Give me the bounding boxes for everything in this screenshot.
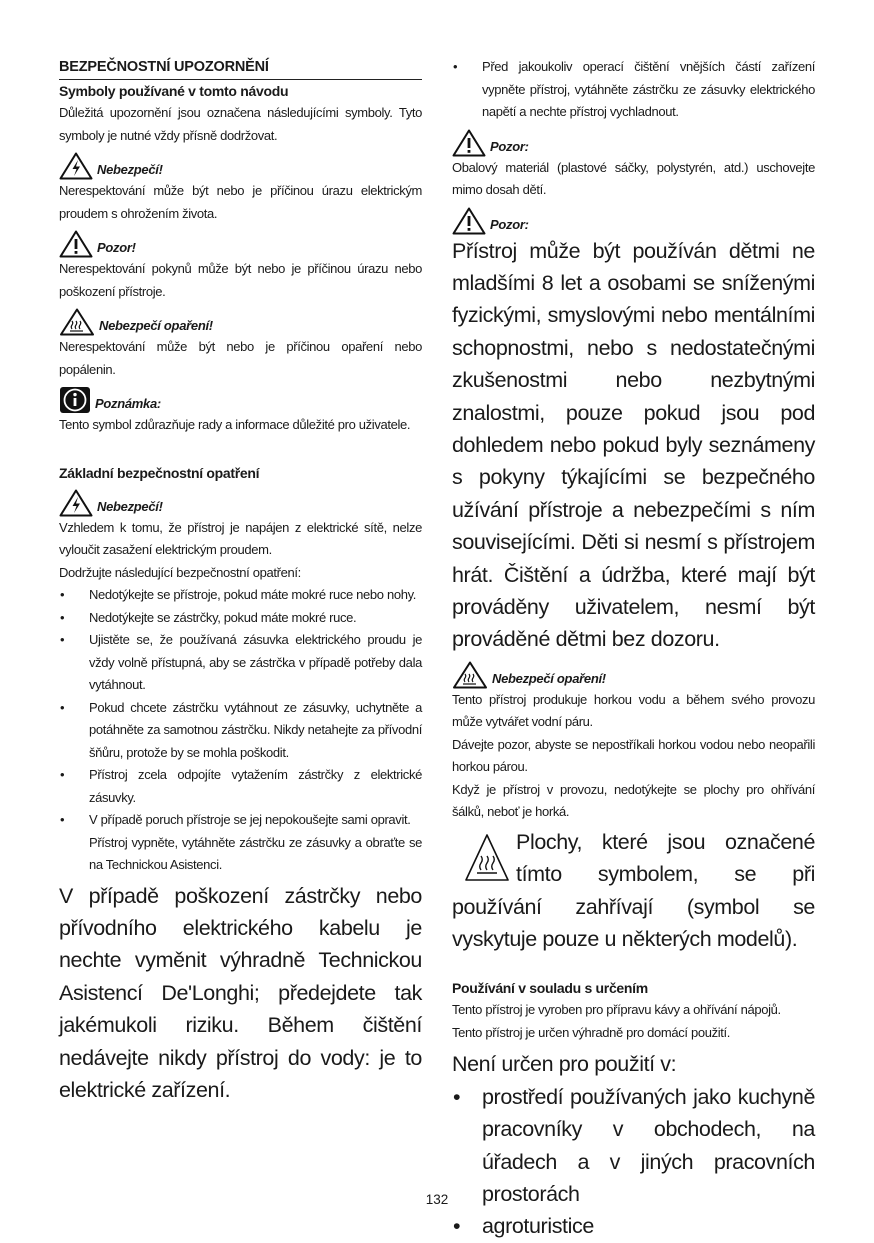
caution2-label: Pozor: <box>490 216 529 232</box>
symbols-intro: Důležitá upozornění jsou označena následujícími symboly. Tyto symboly je nutné vždy přísně dodržovat. <box>59 105 422 143</box>
basic-safety-title: Základní bezpečnostní opatření <box>59 464 260 481</box>
use-p2: Tento přístroj je určen výhradně pro domácí použití. <box>452 1024 731 1040</box>
burn-p2: Dávejte pozor, abyste se nepostříkali horkou vodou nebo neopařili horkou párou. <box>452 736 815 775</box>
bullet-continuation: Přístroj vypněte, vytáhněte zástrčku ze zásuvky a obraťte se na Technickou Asistenci. <box>89 834 422 872</box>
burn-p1: Tento přístroj produkuje horkou vodu a během svého provozu může vytvářet vodní páru. <box>452 691 815 730</box>
caution1-warning <box>452 127 815 157</box>
hot-surface-icon <box>464 832 510 884</box>
right-column <box>452 56 815 1243</box>
electric-danger-icon <box>59 152 93 180</box>
list-item: • Nedotýkejte se zástrčky, pokud máte mokré ruce. <box>59 607 422 630</box>
list-item: • Nedotýkejte se přístroje, pokud máte mokré ruce nebo nohy. <box>59 584 422 607</box>
danger2-label: Nebezpečí! <box>97 498 163 514</box>
burn-label: Nebezpečí opaření! <box>99 318 213 333</box>
electric-danger-icon <box>59 489 93 517</box>
burn-p3: Když je přístroj v provozu, nedotýkejte se plochy pro ohřívání šálků, neboť je horká. <box>452 781 815 820</box>
note-label: Poznámka: <box>95 396 161 411</box>
list-item: • Před jakoukoliv operací čištění vnějších částí zařízení vypněte přístroj, vytáhněte zástrčku ze zásuvky elektrického napětí a nechte přístroj vychladnout. <box>452 56 815 124</box>
caution1-label: Pozor: <box>490 138 529 154</box>
exclamation-warning-icon <box>452 207 486 235</box>
burn-warning <box>59 306 422 336</box>
note-warning <box>59 384 422 414</box>
list-item: • Pokud chcete zástrčku vytáhnout ze zásuvky, uchytněte a potáhněte za samotnou zástrčku. Nikdy netahejte za přívodní šňůru, protože by se mohla poškodit. <box>59 697 422 765</box>
list-item: • Přístroj zcela odpojíte vytažením zástrčky z elektrické zásuvky. <box>59 764 422 809</box>
list-item: • agroturistice <box>452 1210 815 1242</box>
list-item: • V případě poruch přístroje se jej nepokoušejte sami opravit. <box>59 809 422 832</box>
hot-surface-text: Plochy, které jsou označené tímto symbolem, se při používání zahřívají (symbol se vyskytuje pouze u některých modelů). <box>452 829 815 951</box>
use-p1: Tento přístroj je vyroben pro přípravu kávy a ohřívání nápojů. <box>452 1002 781 1018</box>
caution2-warning <box>452 205 815 235</box>
burn2-warning <box>452 659 815 689</box>
danger2-text: Vzhledem k tomu, že přístroj je napájen z elektrické sítě, nelze vyloučit zasažení elektrickým proudem. <box>59 519 422 557</box>
info-icon <box>59 386 91 414</box>
not-for-title: Není určen pro použití v: <box>452 1052 677 1077</box>
cleaning-bullet <box>452 56 815 124</box>
left-column <box>59 56 422 1106</box>
symbols-title: Symboly používané v tomto návodu <box>59 83 289 99</box>
caution-label: Pozor! <box>97 240 136 255</box>
caution1-text: Obalový materiál (plastové sáčky, polystyrén, atd.) uschovejte mimo dosah dětí. <box>452 159 815 197</box>
danger-warning <box>59 150 422 180</box>
page-number: 132 <box>425 1192 449 1207</box>
caution-warning <box>59 228 422 258</box>
plug-damage-text: V případě poškození zástrčky nebo přívodního elektrického kabelu je nechte vyměnit výhradně Technickou Asistencí De'Longhi; předejdete tak jakémukoli riziku. Během čištění nedávejte nikdy přístroj do vody: je to elektrické zařízení. <box>59 883 422 1102</box>
hot-surface-block <box>452 826 815 956</box>
danger2-warning <box>59 487 422 517</box>
exclamation-warning-icon <box>452 129 486 157</box>
exclamation-warning-icon <box>59 230 93 258</box>
danger-label: Nebezpečí! <box>97 162 163 177</box>
children-warning-text: Přístroj může být používán dětmi ne mladšími 8 let a osobami se sníženými fyzickými, smyslovými nebo mentálními schopnostmi, nebo s nedostatečnými zkušenostmi nebo nezbytnými znalostmi, pouze pokud jsou pod dohledem nebo pokud byly seznámeny s pokyny týkajícími se bezpečného užívání přístroje a nebezpečími s ním souvisejícími. Děti si nesmí s přístrojem hrát. Čištění a údržba, které mají být prováděny uživatelem, nesmí být prováděné dětmi bez dozoru. <box>452 238 815 652</box>
hot-steam-icon <box>452 661 488 689</box>
safety-bullet-list <box>59 584 422 832</box>
note-text: Tento symbol zdůrazňuje rady a informace důležité pro uživatele. <box>59 417 411 432</box>
list-item: • Ujistěte se, že používaná zásuvka elektrického proudu je vždy volně přístupná, aby se zástrčka v případě potřeby dala vytáhnout. <box>59 629 422 697</box>
burn-text: Nerespektování může být nebo je příčinou opaření nebo popálenin. <box>59 339 422 377</box>
caution-text: Nerespektování pokynů může být nebo je příčinou úrazu nebo poškození přístroje. <box>59 261 422 299</box>
follow-text: Dodržujte následující bezpečnostní opatření: <box>59 564 301 580</box>
not-for-list <box>452 1081 815 1243</box>
burn2-label: Nebezpečí opaření! <box>492 670 606 686</box>
list-item: • prostředí používaných jako kuchyně pracovníky v obchodech, na úřadech a v jiných pracovních prostorách <box>452 1081 815 1211</box>
intended-use-title: Používání v souladu s určením <box>452 980 648 997</box>
danger-text: Nerespektování může být nebo je příčinou úrazu elektrickým proudem s ohrožením života. <box>59 183 422 221</box>
hot-steam-icon <box>59 308 95 336</box>
section-title: BEZPEČNOSTNÍ UPOZORNĚNÍ <box>59 56 422 80</box>
